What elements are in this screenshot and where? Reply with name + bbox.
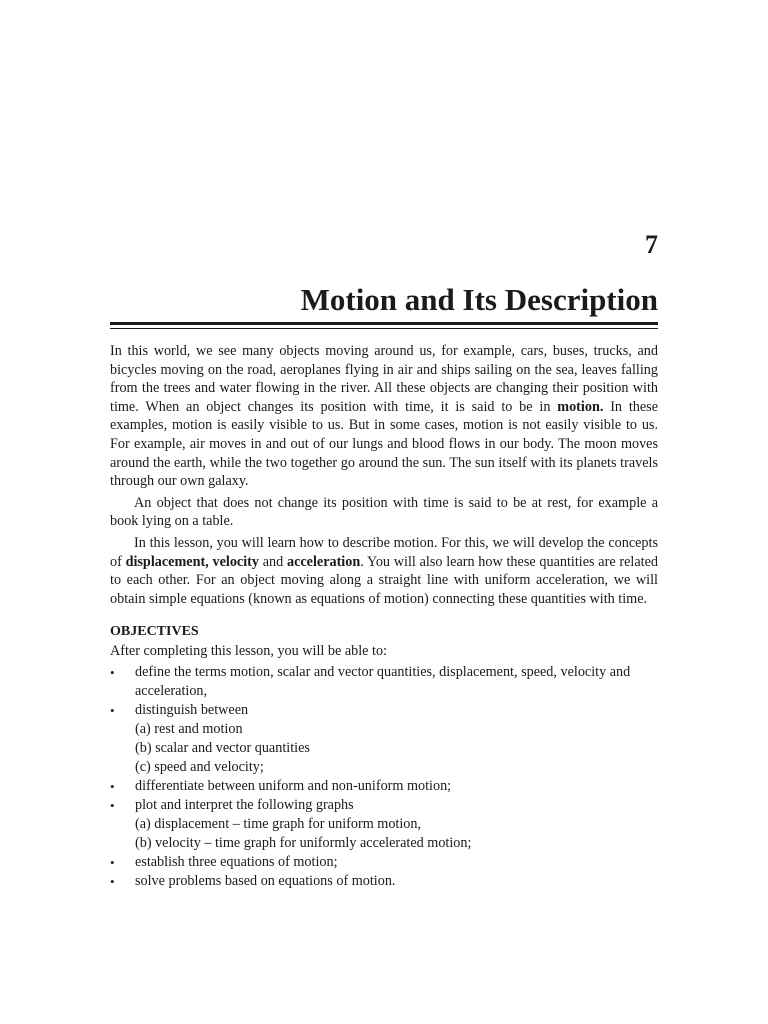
objective-item — [110, 663, 658, 701]
bullet-icon: • — [110, 664, 115, 680]
objective-text: plot and interpret the following graphs — [135, 796, 354, 813]
objective-item — [110, 796, 658, 853]
objective-subitem: (c) speed and velocity; — [135, 758, 264, 775]
objective-item — [110, 701, 658, 777]
objective-text: establish three equations of motion; — [135, 853, 338, 870]
objective-subitem: (b) scalar and vector quantities — [135, 739, 310, 756]
objective-item — [110, 777, 658, 796]
objective-text: solve problems based on equations of motion. — [135, 872, 396, 889]
title-rule-thin — [110, 328, 658, 329]
objective-subitem: (a) displacement – time graph for uniform motion, — [135, 815, 422, 832]
objectives-intro: After completing this lesson, you will be able to: — [110, 642, 388, 659]
overview-text-mid: and — [258, 553, 287, 570]
lesson-body — [110, 342, 658, 891]
term-acceleration: acceleration — [286, 553, 361, 570]
objective-item — [110, 872, 658, 891]
bullet-icon: • — [110, 797, 115, 813]
overview-text-end: . You will also learn how these quantities are related to each other. For an object moving along a straight line with uniform acceleration, we will obtain simple equations (known as equations of motion) connecting these quantities with time. — [110, 553, 658, 607]
bullet-icon: • — [110, 873, 115, 889]
objectives-heading: OBJECTIVES — [110, 624, 199, 640]
title-rule-thick — [110, 322, 658, 325]
term-displacement-velocity: displacement, velocity — [125, 553, 259, 570]
bullet-icon: • — [110, 854, 115, 870]
objective-text: differentiate between uniform and non-uniform motion; — [135, 777, 452, 794]
objective-subitem: (a) rest and motion — [135, 720, 243, 737]
lesson-overview-paragraph — [110, 534, 658, 608]
intro-text-end: In these examples, motion is easily visible to us. But in some cases, motion is not easily visible to us. For example, air moves in and out of our lungs and blood flows in our body. The moon moves around the earth, while the two together go around the sun. The sun itself with its planets travels through our own galaxy. — [110, 398, 658, 490]
overview-text-start: In this lesson, you will learn how to describe motion. For this, we will develop the concepts of — [110, 534, 658, 570]
bullet-icon: • — [110, 702, 115, 718]
chapter-number: 7 — [645, 230, 658, 259]
term-motion: motion. — [557, 398, 604, 415]
intro-text-start: In this world, we see many objects moving around us, for example, cars, buses, trucks, and bicycles moving on the road, aeroplanes flying in air and ships sailing on the sea, leaves falling from the trees and water flowing in the river. All these objects are changing their position with time. When an object changes its position with time, it is said to be in — [110, 343, 658, 415]
rest-paragraph: An object that does not change its position with time is said to be at rest, for example a book lying on a table. — [110, 494, 658, 530]
intro-paragraph — [110, 342, 658, 491]
objective-item — [110, 853, 658, 872]
objectives-list — [110, 663, 658, 891]
objective-subitem: (b) velocity – time graph for uniformly accelerated motion; — [135, 834, 472, 851]
chapter-title: Motion and Its Description — [300, 282, 658, 317]
objective-text: distinguish between — [135, 701, 249, 718]
objective-text: define the terms motion, scalar and vector quantities, displacement, speed, velocity and acceleration, — [135, 663, 631, 699]
bullet-icon: • — [110, 778, 115, 794]
